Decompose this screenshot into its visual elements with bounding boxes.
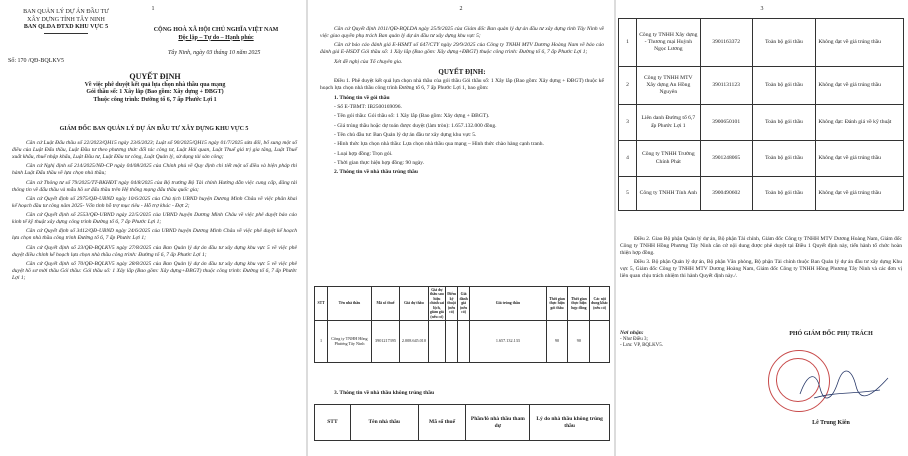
table-cell: Liên danh Đường tổ 6,7 ấp Phước Lợi 1 bbox=[636, 105, 700, 141]
section-1-heading: 1. Thông tin về gói thầu bbox=[334, 94, 390, 101]
page-number: 3 bbox=[760, 6, 764, 12]
info-item: - Giá trúng thầu hoặc dự toán được duyệt (làm tròn): 1.657.132.000 đồng. bbox=[334, 122, 497, 129]
table-cell: 4 bbox=[619, 141, 637, 177]
table-header: Tên nhà thầu bbox=[328, 287, 372, 321]
legal-basis-paragraph: Căn cứ Luật Đấu thầu số 22/2023/QH15 ngày 23/6/2023; Luật số 90/2025/QH15 ngày 01/7/2025 sửa đổi, bổ sung một số điều của Luật Đấu thầu, Luật Đầu tư theo phương thức đối tác công tư, Luật Hải quan, Luật Thuế giá trị gia tăng, Luật Thuế xuất khẩu, thuế nhập khẩu, Luật Đầu tư, Luật Đầu tư công, Luật Quản lý, sử dụng tài sản công; bbox=[12, 140, 297, 160]
table-cell: Không đạt về giá trúng thầu bbox=[816, 141, 904, 177]
legal-basis-paragraph: Căn cứ Quyết định số 2553/QĐ-UBND ngày 22/5/2025 của UBND huyện Dương Minh Châu về việc phê duyệt báo cáo kinh tế kỹ thuật xây dựng công trình Đường tổ 6, 7 ấp Phước Lợi 1; bbox=[12, 212, 297, 226]
article-1: Điều 1. Phê duyệt kết quả lựa chọn nhà thầu của gói thầu Gói thầu số: 1 Xây lắp (Bao gồm: Xây dựng + ĐBGT) thuộc kế hoạch lựa chọn nhà thầu công trình Đường tổ 6, 7 ấp Phước Lợi 1, bao gồm: bbox=[320, 78, 604, 92]
info-item: - Tên gói thầu: Gói thầu số: 1 Xây lắp (Bao gồm: Xây dựng + ĐBGT). bbox=[334, 113, 490, 120]
table-header-row bbox=[315, 287, 610, 321]
signer-title: PHÓ GIÁM ĐỐC PHỤ TRÁCH bbox=[789, 331, 873, 337]
table-cell: Toàn bộ gói thầu bbox=[752, 19, 816, 67]
table-header: Các nội dung khác (nếu có) bbox=[590, 287, 610, 321]
issuing-authority: GIÁM ĐỐC BAN QUẢN LÝ DỰ ÁN ĐẦU TƯ XÂY DỰNG KHU VỰC 5 bbox=[59, 126, 249, 132]
table-cell: 3900650101 bbox=[700, 105, 752, 141]
table-cell: Công ty TNHH MTV Xây dựng An Hồng Nguyên bbox=[636, 67, 700, 105]
table-cell: 2.008.645.010 bbox=[400, 321, 428, 363]
info-item: - Hình thức lựa chọn nhà thầu: Lựa chọn nhà thầu qua mạng – Hình thức chào hàng cạnh tranh. bbox=[334, 141, 544, 148]
decision-label: QUYẾT ĐỊNH: bbox=[438, 67, 486, 76]
table-row bbox=[315, 321, 610, 363]
subject-line-2: Gói thầu số: 1 Xây lắp (Bao gồm: Xây dựng + ĐBGT) bbox=[86, 89, 224, 96]
recipient-item: - Như Điều 3; bbox=[620, 337, 648, 342]
table-header: Giá dự thầu bbox=[400, 287, 428, 321]
page2-body bbox=[320, 26, 604, 178]
table-cell bbox=[458, 321, 470, 363]
table-cell: Công ty TNHH Trường Chính Phát bbox=[636, 141, 700, 177]
table-header: Tên nhà thầu bbox=[350, 405, 418, 441]
legal-basis-paragraph: Căn cứ báo cáo đánh giá E-HSMT số 647/CTY ngày 29/9/2025 của Công ty TNHH MTV Dương Hoàng Nam về báo cáo đánh giá E-HSDT Gói thầu số: 1 Xây lắp (Bao gồm: Xây dựng+ĐBGT) thuộc công trình: Đường tổ 6, 7 ấp Phước Lợi 1; bbox=[320, 42, 604, 56]
table-cell: Công ty TNHH Xây dựng - Thương mại Huỳnh Ngọc Lương bbox=[636, 19, 700, 67]
legal-basis-paragraph: Căn cứ Nghị định số 214/2025/NĐ-CP ngày 04/08/2025 của Chính phủ về Quy định chi tiết một số điều và biện pháp thi hành Luật Đấu thầu về lựa chọn nhà thầu; bbox=[12, 163, 297, 177]
info-item: - Số E-TBMT: IB2500169096. bbox=[334, 104, 402, 111]
table-header-row bbox=[315, 405, 610, 441]
table-row bbox=[619, 67, 904, 105]
table-row bbox=[619, 19, 904, 67]
table-cell: Không đạt về giá trúng thầu bbox=[816, 67, 904, 105]
table-header: Phần/lô nhà thầu tham dự bbox=[466, 405, 530, 441]
legal-basis-paragraph: Căn cứ Quyết định số 2975/QĐ-UBND ngày 10/6/2025 của Chủ tịch UBND huyện Dương Minh Châu về việc phân khai kế hoạch đầu tư công năm 2025- Vốn tỉnh hỗ trợ mục tiêu - Hỗ trợ khác - Đợt 2; bbox=[12, 195, 297, 209]
table-cell: Toàn bộ gói thầu bbox=[752, 67, 816, 105]
table-header: Giá đánh giá (nếu có) bbox=[458, 287, 470, 321]
loser-table-header bbox=[314, 404, 610, 441]
document-date: Tây Ninh, ngày 03 tháng 10 năm 2025 bbox=[168, 50, 261, 56]
table-cell: Toàn bộ gói thầu bbox=[752, 105, 816, 141]
table-cell: 3900490602 bbox=[700, 177, 752, 211]
signature bbox=[794, 364, 894, 408]
recipients-label: Nơi nhận: bbox=[620, 330, 644, 336]
table-header: Mã số thuế bbox=[418, 405, 466, 441]
table-row bbox=[619, 105, 904, 141]
legal-basis-paragraph: Căn cứ Thông tư số 79/2025/TT-BKHĐT ngày 04/8/2025 của Bộ trưởng Bộ Tài chính Hướng dẫn việc cung cấp, đăng tải thông tin về đấu thầu và mẫu hồ sơ đấu thầu trên Hệ thống mạng đấu thầu quốc gia; bbox=[12, 179, 297, 193]
table-cell bbox=[590, 321, 610, 363]
loser-table bbox=[618, 18, 904, 211]
table-header: Thời gian thực hiện hợp đồng bbox=[568, 287, 590, 321]
table-cell: 3901217395 bbox=[371, 321, 399, 363]
table-cell: 3901248065 bbox=[700, 141, 752, 177]
table-header: Giá dự thầu sau hiệu chỉnh sai lệch, giảm giá (nếu có) bbox=[429, 287, 445, 320]
agency-line-3: BAN QLDA ĐTXD KHU VỰC 5 bbox=[23, 24, 109, 31]
table-cell: Không đạt: Đánh giá về kỹ thuật bbox=[816, 105, 904, 141]
document-page-3 bbox=[616, 0, 908, 456]
table-cell bbox=[428, 321, 445, 363]
table-cell: Công ty TNHH Tính Anh bbox=[636, 177, 700, 211]
table-cell: 3 bbox=[619, 105, 637, 141]
article-3: Điều 3. Bộ phận Quản lý dự án, Bộ phận Văn phòng, Bộ phận Tài chính thuộc Ban Quản lý dự án đầu tư xây dựng Khu vực 5, Giám đốc Công ty TNHH MTV Dương Hoàng Nam, Giám đốc Công ty TNHH Hồng Phương Tây Ninh và các đơn vị liên quan chịu trách nhiệm thi hành Quyết định này./. bbox=[620, 259, 902, 280]
legal-basis-paragraph: Căn cứ Quyết định số 3412/QĐ-UBND ngày 24/6/2025 của UBND huyện Dương Minh Châu về việc phê duyệt kế hoạch lựa chọn nhà thầu công trình Đường tổ 6, 7 ấp Phước Lợi 1; bbox=[12, 228, 297, 242]
table-header: Giá trúng thầu bbox=[470, 287, 546, 321]
title-block bbox=[10, 72, 300, 104]
section-3-heading: 3. Thông tin về nhà thầu không trúng thầu bbox=[334, 390, 435, 396]
legal-basis bbox=[12, 140, 297, 284]
winner-table bbox=[314, 286, 610, 363]
table-cell: Toàn bộ gói thầu bbox=[752, 141, 816, 177]
table-row bbox=[619, 177, 904, 211]
document-page-2 bbox=[308, 0, 614, 456]
article-2: Điều 2. Giao Bộ phận Quản lý dự án, Bộ phận Tài chính, Giám đốc Công ty TNHH MTV Dương Hoàng Nam, Giám đốc Công ty TNHH Hồng Phương Tây Ninh căn cứ nội dung được phê duyệt tại Điều 1 Quyết định này, tiến hành tổ chức hoàn thiện hợp đồng. bbox=[620, 236, 902, 256]
table-cell bbox=[446, 321, 458, 363]
table-cell: Công ty TNHH Hồng Phương Tây Ninh bbox=[328, 321, 372, 363]
table-cell: Toàn bộ gói thầu bbox=[752, 177, 816, 211]
table-header: STT bbox=[315, 287, 328, 321]
subject-line-3: Thuộc công trình: Đường tổ 6, 7 ấp Phước Lợi 1 bbox=[93, 96, 217, 103]
legal-basis-paragraph: Căn cứ Quyết định 1011/QĐ-BQLDA ngày 25/9/2025 của Giám đốc Ban quản lý dự án đầu tư xây dựng tỉnh Tây Ninh về việc giao quyền phụ trách Ban quản lý dự án đầu tư xây dựng khu vực 5; bbox=[320, 26, 604, 39]
table-header: Thời gian thực hiện gói thầu bbox=[546, 287, 568, 321]
table-cell: 3901163372 bbox=[700, 19, 752, 67]
table-header: STT bbox=[315, 405, 351, 441]
table-row bbox=[619, 141, 904, 177]
table-cell: 1 bbox=[619, 19, 637, 67]
table-cell: 90 bbox=[568, 321, 590, 363]
legal-basis-paragraph: Căn cứ Quyết định số 70/QĐ-BQLKV5 ngày 28/8/2025 của Ban Quản lý dự án đầu tư xây dựng khu vực 5 về việc phê duyệt hồ sơ mời thầu Gói thầu: Gói thầu số: 1 Xây lắp (Bao gồm: Xây dựng+ĐBGT) thuộc công trình: Đường tổ 6, 7 ấp Phước Lợi 1; bbox=[12, 261, 297, 282]
national-header bbox=[130, 27, 302, 42]
page-number: 2 bbox=[459, 6, 463, 12]
info-item: - Loại hợp đồng: Trọn gói. bbox=[334, 150, 393, 157]
subject-line-1: Về việc phê duyệt kết quả lựa chọn nhà thầu qua mạng bbox=[84, 81, 226, 88]
nation-title: CỘNG HOÀ XÃ HỘI CHỦ NGHĨA VIỆT NAM bbox=[153, 27, 279, 33]
table-cell: 3901131123 bbox=[700, 67, 752, 105]
motto: Độc lập – Tự do – Hạnh phúc bbox=[178, 34, 254, 41]
table-cell: 1.657.132.133 bbox=[470, 321, 546, 363]
document-number: Số: 170 /QĐ-BQLKV5 bbox=[8, 58, 65, 64]
section-2-heading: 2. Thông tin về nhà thầu trúng thầu bbox=[334, 169, 418, 176]
agency-line-2: XÂY DỰNG TỈNH TÂY NINH bbox=[27, 16, 105, 23]
table-header: Lý do nhà thầu không trúng thầu bbox=[530, 405, 610, 441]
table-cell: 90 bbox=[546, 321, 568, 363]
table-header: Điểm kỹ thuật (nếu có) bbox=[446, 287, 458, 321]
legal-basis-paragraph: Xét đề nghị của Tổ chuyên gia. bbox=[334, 58, 403, 65]
table-cell: Không đạt về giá trúng thầu bbox=[816, 177, 904, 211]
info-item: - Thời gian thực hiện hợp đồng: 90 ngày. bbox=[334, 159, 425, 166]
recipient-item: - Lưu: VP, BQLKV5. bbox=[620, 343, 664, 349]
document-page-1 bbox=[0, 0, 306, 456]
table-header: Mã số thuế bbox=[371, 287, 399, 321]
info-item: - Tên chủ đầu tư: Ban Quản lý dự án đầu tư xây dựng khu vực 5. bbox=[334, 131, 477, 138]
agency-header bbox=[6, 9, 126, 32]
page3-body bbox=[620, 236, 902, 283]
signer-name: Lê Trung Kiên bbox=[812, 420, 850, 426]
table-cell: 5 bbox=[619, 177, 637, 211]
table-cell: 2 bbox=[619, 67, 637, 105]
agency-line-1: BAN QUẢN LÝ DỰ ÁN ĐẦU TƯ bbox=[23, 9, 109, 15]
divider bbox=[44, 33, 88, 34]
document-title: QUYẾT ĐỊNH bbox=[129, 72, 181, 81]
legal-basis-paragraph: Căn cứ Quyết định số 23/QĐ-BQLKV5 ngày 27/8/2025 của Ban Quản lý dự án đầu tư xây dựng khu vực 5 về việc phê duyệt điều chỉnh kế hoạch lựa chọn nhà thầu công trình: Đường tổ 6, 7 ấp Phước Lợi 1; bbox=[12, 244, 297, 258]
table-cell: 1 bbox=[315, 321, 328, 363]
page-number: 1 bbox=[151, 6, 155, 12]
table-cell: Không đạt về giá trúng thầu bbox=[816, 19, 904, 67]
recipients-block bbox=[620, 330, 720, 350]
